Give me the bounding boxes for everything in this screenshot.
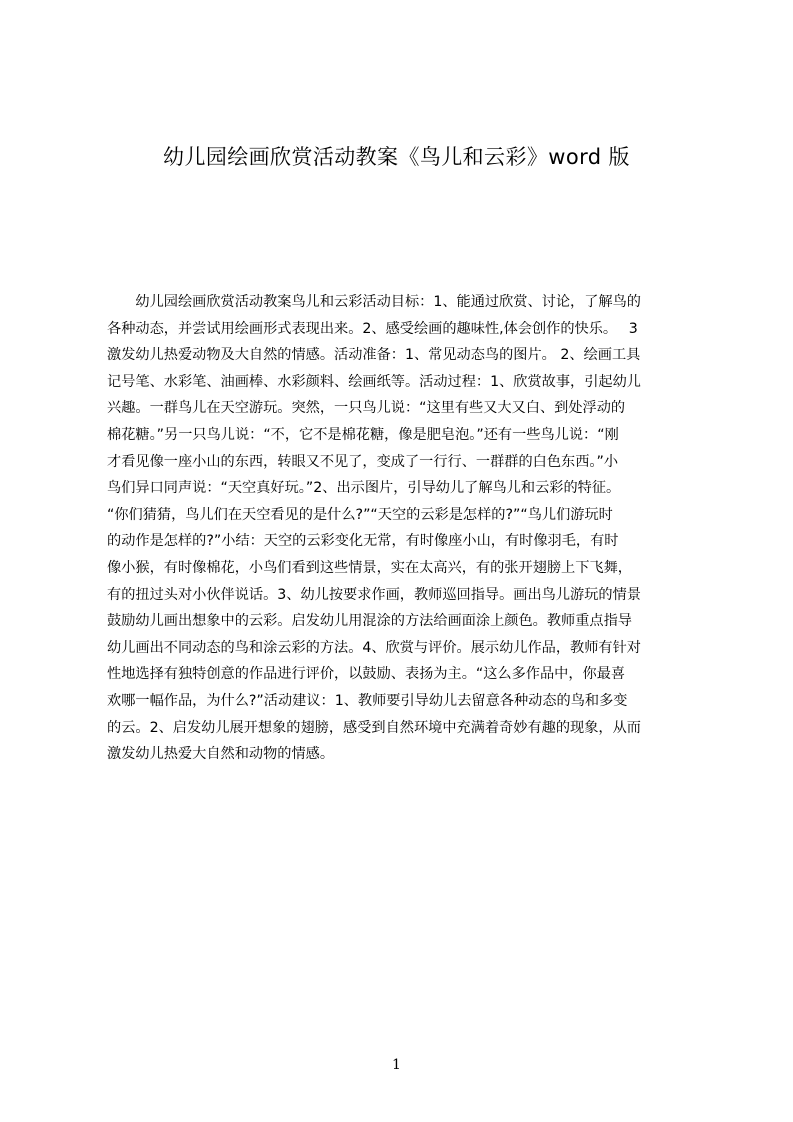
body-line: “你们猜猜，鸟儿们在天空看见的是什么?”“天空的云彩是怎样的?”“鸟儿们游玩时: [107, 506, 613, 523]
body-line: 鸟们异口同声说：“天空真好玩。”2、出示图片，引导幼儿了解鸟儿和云彩的特征。: [107, 480, 621, 497]
body-line: 兴趣。一群鸟儿在天空游玩。突然，一只鸟儿说：“这里有些又大又白、到处浮动的: [107, 400, 626, 417]
body-line: 鼓励幼儿画出想象中的云彩。启发幼儿用混涂的方法给画面涂上颜色。教师重点指导: [107, 613, 632, 630]
body-line: 像小猴，有时像棉花，小鸟们看到这些情景，实在太高兴，有的张开翅膀上下飞舞，: [107, 559, 632, 576]
body-line: 棉花糖。”另一只鸟儿说：“不，它不是棉花糖，像是肥皂泡。”还有一些鸟儿说：“刚: [107, 426, 619, 443]
page-number: 1: [392, 1057, 401, 1073]
body-line: 有的扭过头对小伙伴说话。3、幼儿按要求作画，教师巡回指导。画出鸟儿游玩的情景: [107, 586, 641, 603]
body-line: 记号笔、水彩笔、油画棒、水彩颜料、绘画纸等。活动过程：1、欣赏故事，引起幼儿: [107, 373, 641, 390]
body-line: 才看见像一座小山的东西，转眼又不见了，变成了一行行、一群群的白色东西。”小: [107, 453, 619, 470]
body-text: [107, 289, 698, 769]
body-line: 各种动态，并尝试用绘画形式表现出来。2、感受绘画的趣味性,体会创作的快乐。 3: [107, 320, 638, 337]
body-line: 激发幼儿热爱大自然和动物的情感。: [107, 746, 335, 763]
body-line: 性地选择有独特创意的作品进行评价，以鼓励、表扬为主。“这么多作品中，你最喜: [107, 666, 626, 683]
body-line: 幼儿园绘画欣赏活动教案鸟儿和云彩活动目标：1、能通过欣赏、讨论，了解鸟的: [107, 294, 641, 310]
body-line: 激发幼儿热爱动物及大自然的情感。活动准备：1、常见动态鸟的图片。 2、绘画工具: [107, 347, 641, 364]
body-line: 幼儿画出不同动态的鸟和涂云彩的方法。4、欣赏与评价。展示幼儿作品，教师有针对: [107, 639, 641, 656]
body-line: 的动作是怎样的?”小结：天空的云彩变化无常，有时像座小山，有时像羽毛，有时: [107, 533, 619, 550]
body-line: 欢哪一幅作品，为什么?”活动建议：1、教师要引导幼儿去留意各种动态的鸟和多变: [107, 692, 628, 709]
body-line: 的云。2、启发幼儿展开想象的翅膀，感受到自然环境中充满着奇妙有趣的现象，从而: [107, 719, 641, 736]
document-title: 幼儿园绘画欣赏活动教案《鸟儿和云彩》word 版: [163, 145, 630, 169]
